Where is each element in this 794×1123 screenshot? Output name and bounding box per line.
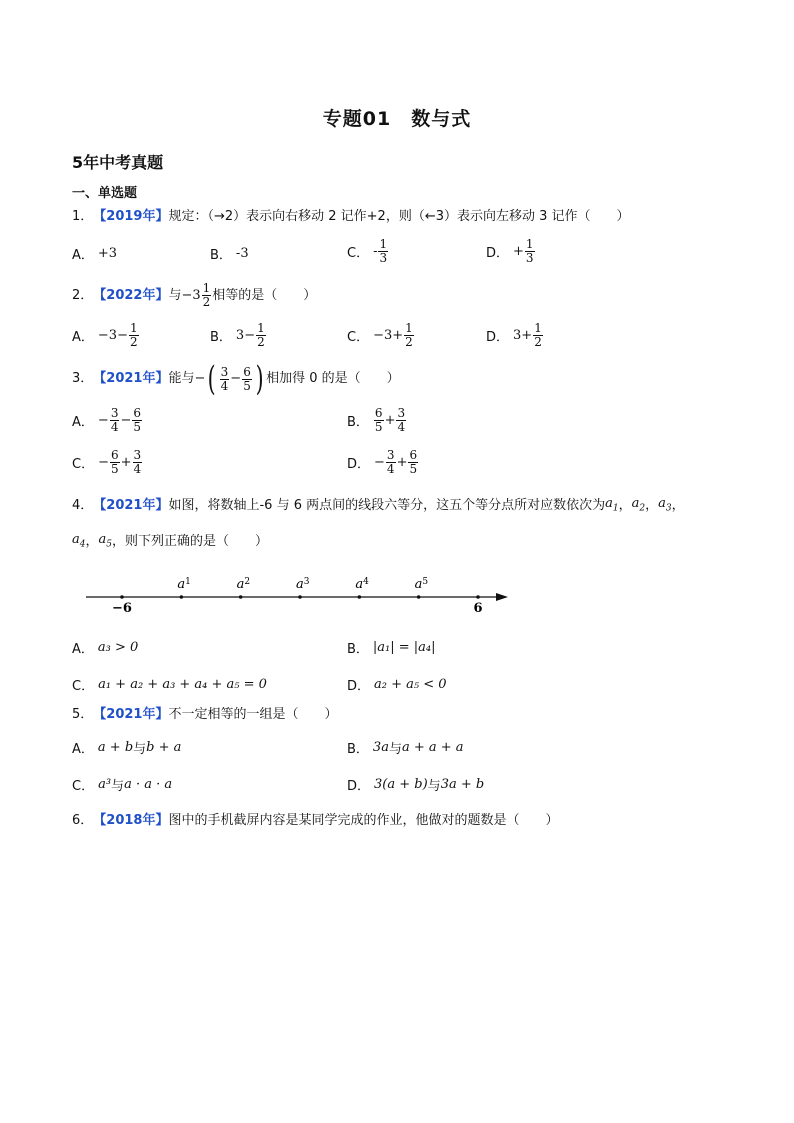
option-math: a₁ + a₂ + a₃ + a₄ + a₅ = 0 [98, 677, 267, 692]
question-text: 图中的手机截屏内容是某同学完成的作业，他做对的题数是（ ） [168, 813, 559, 828]
year-tag: 【2021年】 [93, 498, 169, 514]
option-label: D． [347, 779, 371, 794]
q1-option-a [72, 244, 117, 263]
point-label-a3: $a^3$ [296, 577, 310, 592]
numerator: 6 [409, 448, 418, 462]
point-label-a5: $a^5$ [414, 577, 429, 592]
option-left: 3(a + b) [374, 777, 428, 792]
option-op: + [396, 455, 408, 470]
expr-lead: −3 [181, 287, 201, 303]
option-value: +3 [97, 246, 118, 261]
option-left: a³ [98, 777, 112, 792]
var-a5: $a_5$ [98, 532, 113, 550]
option-math: a₃ > 0 [97, 640, 139, 655]
q5-option-d [347, 775, 484, 794]
denominator: 5 [110, 462, 119, 476]
numerator: 1 [202, 281, 211, 295]
option-sign: + [513, 244, 524, 259]
separator: ， [618, 498, 632, 514]
option-label: C． [347, 246, 370, 261]
denominator: 2 [257, 335, 265, 349]
option-label: C． [72, 679, 95, 694]
option-mid: 与 [111, 779, 125, 794]
question-number: 5． [72, 707, 94, 722]
q3-option-d [347, 449, 419, 476]
fraction [110, 407, 120, 434]
fraction [386, 449, 396, 476]
numerator: 6 [243, 364, 251, 379]
question-4 [72, 495, 685, 518]
option-label: A． [72, 742, 94, 757]
question-text-pre: 与 [168, 287, 182, 303]
question-3 [72, 359, 400, 399]
denominator: 2 [534, 335, 542, 349]
numerator: 6 [110, 448, 119, 462]
q4-option-b [347, 638, 436, 657]
point-a5 [417, 595, 421, 599]
year-tag: 【2019年】 [93, 209, 169, 224]
option-label: B． [347, 742, 369, 757]
option-sign: − [97, 413, 109, 428]
option-label: A． [72, 248, 94, 263]
separator: ， [645, 498, 659, 514]
option-label: A． [72, 642, 94, 657]
question-1 [72, 208, 630, 226]
fraction [129, 322, 139, 349]
expr-sign: − [194, 371, 206, 386]
denominator: 5 [133, 420, 141, 434]
option-op: + [120, 455, 132, 470]
q1-option-b [210, 244, 249, 263]
option-mid: 与 [133, 742, 147, 757]
option-label: C． [347, 330, 370, 345]
numerator: 3 [220, 364, 229, 379]
option-sign: − [98, 455, 109, 470]
question-text-post: 相等的是（ ） [212, 287, 317, 303]
point-a3 [298, 595, 302, 599]
year-tag: 【2021年】 [93, 371, 169, 386]
option-sign: - [373, 244, 378, 259]
numerator: 1 [257, 321, 265, 335]
denominator: 2 [405, 335, 413, 349]
fraction [533, 322, 543, 349]
year-tag: 【2021年】 [93, 707, 169, 722]
option-op: − [120, 413, 132, 428]
option-mid: 与 [427, 779, 441, 794]
option-label: D． [347, 679, 371, 694]
option-label: C． [72, 457, 95, 472]
var-a2: $a_2$ [631, 496, 646, 514]
point-a1 [180, 595, 184, 599]
q3-option-c [72, 449, 143, 476]
option-right: a · a · a [124, 777, 173, 792]
fraction [220, 366, 230, 393]
page-title: 专题01 数与式 [322, 108, 472, 130]
point-right-end [476, 595, 480, 599]
numerator: 3 [386, 448, 395, 462]
numerator: 1 [525, 237, 534, 251]
denominator: 4 [220, 378, 229, 393]
point-a4 [358, 595, 362, 599]
q2-option-d [486, 322, 544, 349]
q1-option-d [486, 238, 536, 265]
right-paren: ) [255, 359, 264, 399]
question-text-post: 相加得 0 的是（ ） [266, 371, 400, 386]
q5-option-c [72, 775, 172, 794]
question-6 [72, 812, 558, 830]
question-text: 规定：（→2）表示向右移动 2 记作+2，则（←3）表示向左移动 3 记作（ ） [168, 209, 630, 224]
option-right: b + a [146, 740, 182, 755]
axis-arrow [496, 593, 508, 601]
numerator: 3 [110, 406, 119, 420]
separator: ， [85, 534, 99, 550]
option-label: D． [486, 246, 510, 261]
question-number: 3． [72, 371, 94, 386]
question-2 [72, 282, 316, 309]
var-a1: $a_1$ [605, 496, 619, 514]
question-number: 1． [72, 209, 94, 224]
q4-option-d [347, 675, 447, 694]
denominator: 4 [110, 420, 119, 434]
option-label: A． [72, 330, 94, 345]
option-lead: 3+ [513, 328, 533, 343]
fraction [242, 366, 252, 393]
option-left: 3a [372, 740, 389, 755]
axis-points [120, 577, 480, 599]
option-sign: − [374, 455, 385, 470]
var-a3: $a_3$ [658, 496, 672, 514]
year-tag: 【2018年】 [93, 813, 169, 828]
option-label: B． [210, 330, 232, 345]
option-label: D． [486, 330, 510, 345]
fraction [132, 407, 142, 434]
point-label-a2: $a^2$ [236, 577, 251, 592]
q5-option-a [72, 738, 181, 757]
question-text: 不一定相等的一组是（ ） [168, 707, 338, 722]
separator: ， [671, 498, 685, 514]
fraction [396, 407, 406, 434]
question-text-pre: 能与 [168, 371, 195, 386]
point-label-a1: $a^1$ [177, 577, 191, 592]
option-math: |a₁| = |a₄| [372, 640, 436, 655]
fraction [202, 282, 212, 309]
point-a2 [239, 595, 243, 599]
q5-option-b [347, 738, 464, 757]
fraction [256, 322, 266, 349]
point-left-end [120, 595, 124, 599]
fraction [133, 449, 143, 476]
q2-option-b [210, 322, 267, 349]
denominator: 2 [202, 295, 211, 309]
numerator: 1 [405, 321, 413, 335]
option-lead: 3− [235, 328, 256, 343]
question-4-line2 [72, 531, 268, 554]
section-heading: 5年中考真题 [72, 153, 164, 172]
numerator: 6 [133, 406, 141, 420]
option-label: D． [347, 457, 371, 472]
point-label-a4: $a^4$ [355, 577, 369, 592]
var-a4: $a_4$ [72, 532, 86, 550]
fraction [378, 238, 388, 265]
axis-left-label: −6 [112, 601, 132, 616]
fraction [110, 449, 120, 476]
question-text: ，则下列正确的是（ ） [112, 534, 269, 550]
number-line-figure [80, 572, 520, 622]
q4-option-a [72, 638, 138, 657]
option-label: A． [72, 415, 94, 430]
question-5 [72, 706, 337, 724]
q4-option-c [72, 675, 267, 694]
numerator: 1 [129, 321, 138, 335]
q3-option-a [72, 407, 143, 434]
option-left: a + b [97, 740, 134, 755]
left-paren: ( [208, 359, 217, 399]
denominator: 4 [133, 462, 142, 476]
option-right: 3a + b [440, 777, 485, 792]
option-lead: −3− [97, 328, 128, 343]
fraction [374, 407, 384, 434]
q3-option-b [347, 407, 407, 434]
numerator: 6 [374, 406, 383, 420]
option-math: a₂ + a₅ < 0 [374, 677, 447, 692]
denominator: 3 [525, 251, 534, 265]
numerator: 3 [397, 406, 406, 420]
denominator: 5 [409, 462, 418, 476]
denominator: 5 [374, 420, 383, 434]
q2-option-c [347, 322, 415, 349]
option-lead: −3+ [373, 328, 404, 343]
option-value: -3 [235, 246, 249, 261]
q2-option-a [72, 322, 140, 349]
option-right: a + a + a [401, 740, 464, 755]
option-mid: 与 [388, 742, 402, 757]
denominator: 4 [397, 420, 406, 434]
question-number: 6． [72, 813, 94, 828]
option-label: C． [72, 779, 95, 794]
question-number: 2． [72, 287, 94, 303]
subsection-heading: 一、单选题 [72, 186, 138, 201]
question-number: 4． [72, 498, 94, 514]
option-label: B． [347, 415, 369, 430]
axis-right-label: 6 [473, 601, 483, 616]
option-label: B． [210, 248, 232, 263]
q1-option-c [347, 238, 389, 265]
expr-op: − [230, 371, 242, 386]
denominator: 3 [379, 251, 388, 265]
year-tag: 【2022年】 [93, 287, 169, 303]
denominator: 4 [386, 462, 395, 476]
question-text: 如图，将数轴上-6 与 6 两点间的线段六等分，这五个等分点所对应数依次为 [168, 498, 606, 514]
fraction [404, 322, 414, 349]
numerator: 1 [379, 237, 388, 251]
numerator: 3 [133, 448, 142, 462]
denominator: 2 [129, 335, 138, 349]
option-label: B． [347, 642, 369, 657]
fraction [408, 449, 418, 476]
fraction [525, 238, 535, 265]
option-op: + [384, 413, 396, 428]
denominator: 5 [243, 378, 251, 393]
numerator: 1 [534, 321, 542, 335]
